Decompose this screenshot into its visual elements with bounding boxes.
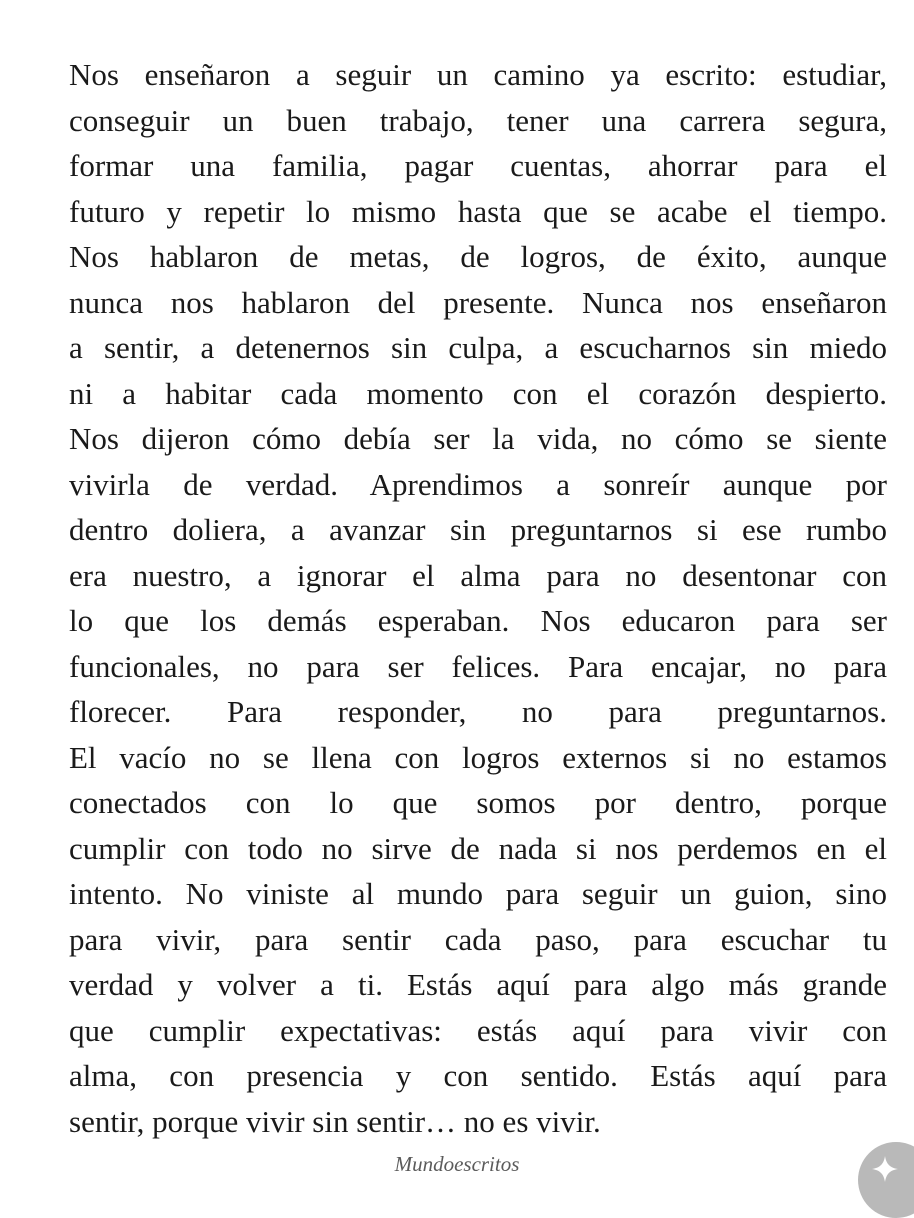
text-line: nunca nos hablaron del presente. Nunca nos enseñaron xyxy=(69,284,887,320)
text-line: formar una familia, pagar cuentas, ahorrar para el xyxy=(69,148,887,183)
text-line: cumplir con todo no sirve de nada si nos perdemos en el xyxy=(69,830,887,866)
text-line: florecer. Para responder, no para preguntarnos. xyxy=(69,694,887,729)
text-line: conectados con lo que somos por dentro, porque xyxy=(69,785,887,820)
text-line: sentir, porque vivir sin sentir… no es vivir. xyxy=(69,1103,601,1139)
text-line: para vivir, para sentir cada paso, para escuchar tu xyxy=(69,921,887,957)
text-line: dentro doliera, a avanzar sin preguntarnos si ese rumbo xyxy=(69,512,887,547)
text-line: Nos enseñaron a seguir un camino ya escrito: estudiar, xyxy=(69,57,887,92)
text-line: verdad y volver a ti. Estás aquí para algo más grande xyxy=(69,967,887,1002)
text-line: El vacío no se llena con logros externos si no estamos xyxy=(69,739,887,775)
text-line: intento. No viniste al mundo para seguir un guion, sino xyxy=(69,876,887,911)
text-line: era nuestro, a ignorar el alma para no desentonar con xyxy=(69,557,887,593)
text-line: a sentir, a detenernos sin culpa, a escucharnos sin miedo xyxy=(69,330,887,365)
sparkle-icon xyxy=(870,1154,900,1184)
text-line: Nos hablaron de metas, de logros, de éxito, aunque xyxy=(69,239,887,274)
text-line: Nos dijeron cómo debía ser la vida, no cómo se siente xyxy=(69,421,887,456)
text-line: alma, con presencia y con sentido. Estás aquí para xyxy=(69,1058,887,1093)
text-line: conseguir un buen trabajo, tener una carrera segura, xyxy=(69,102,887,138)
text-line: funcionales, no para ser felices. Para encajar, no para xyxy=(69,648,887,684)
author-signature: Mundoescritos xyxy=(394,1152,520,1176)
text-line: lo que los demás esperaban. Nos educaron para ser xyxy=(69,603,887,638)
text-line: futuro y repetir lo mismo hasta que se acabe el tiempo. xyxy=(69,193,887,229)
text-line: vivirla de verdad. Aprendimos a sonreír aunque por xyxy=(69,466,887,502)
text-line: que cumplir expectativas: estás aquí para vivir con xyxy=(69,1012,887,1048)
text-line: ni a habitar cada momento con el corazón despierto. xyxy=(69,375,887,411)
essay-text xyxy=(69,52,887,1144)
